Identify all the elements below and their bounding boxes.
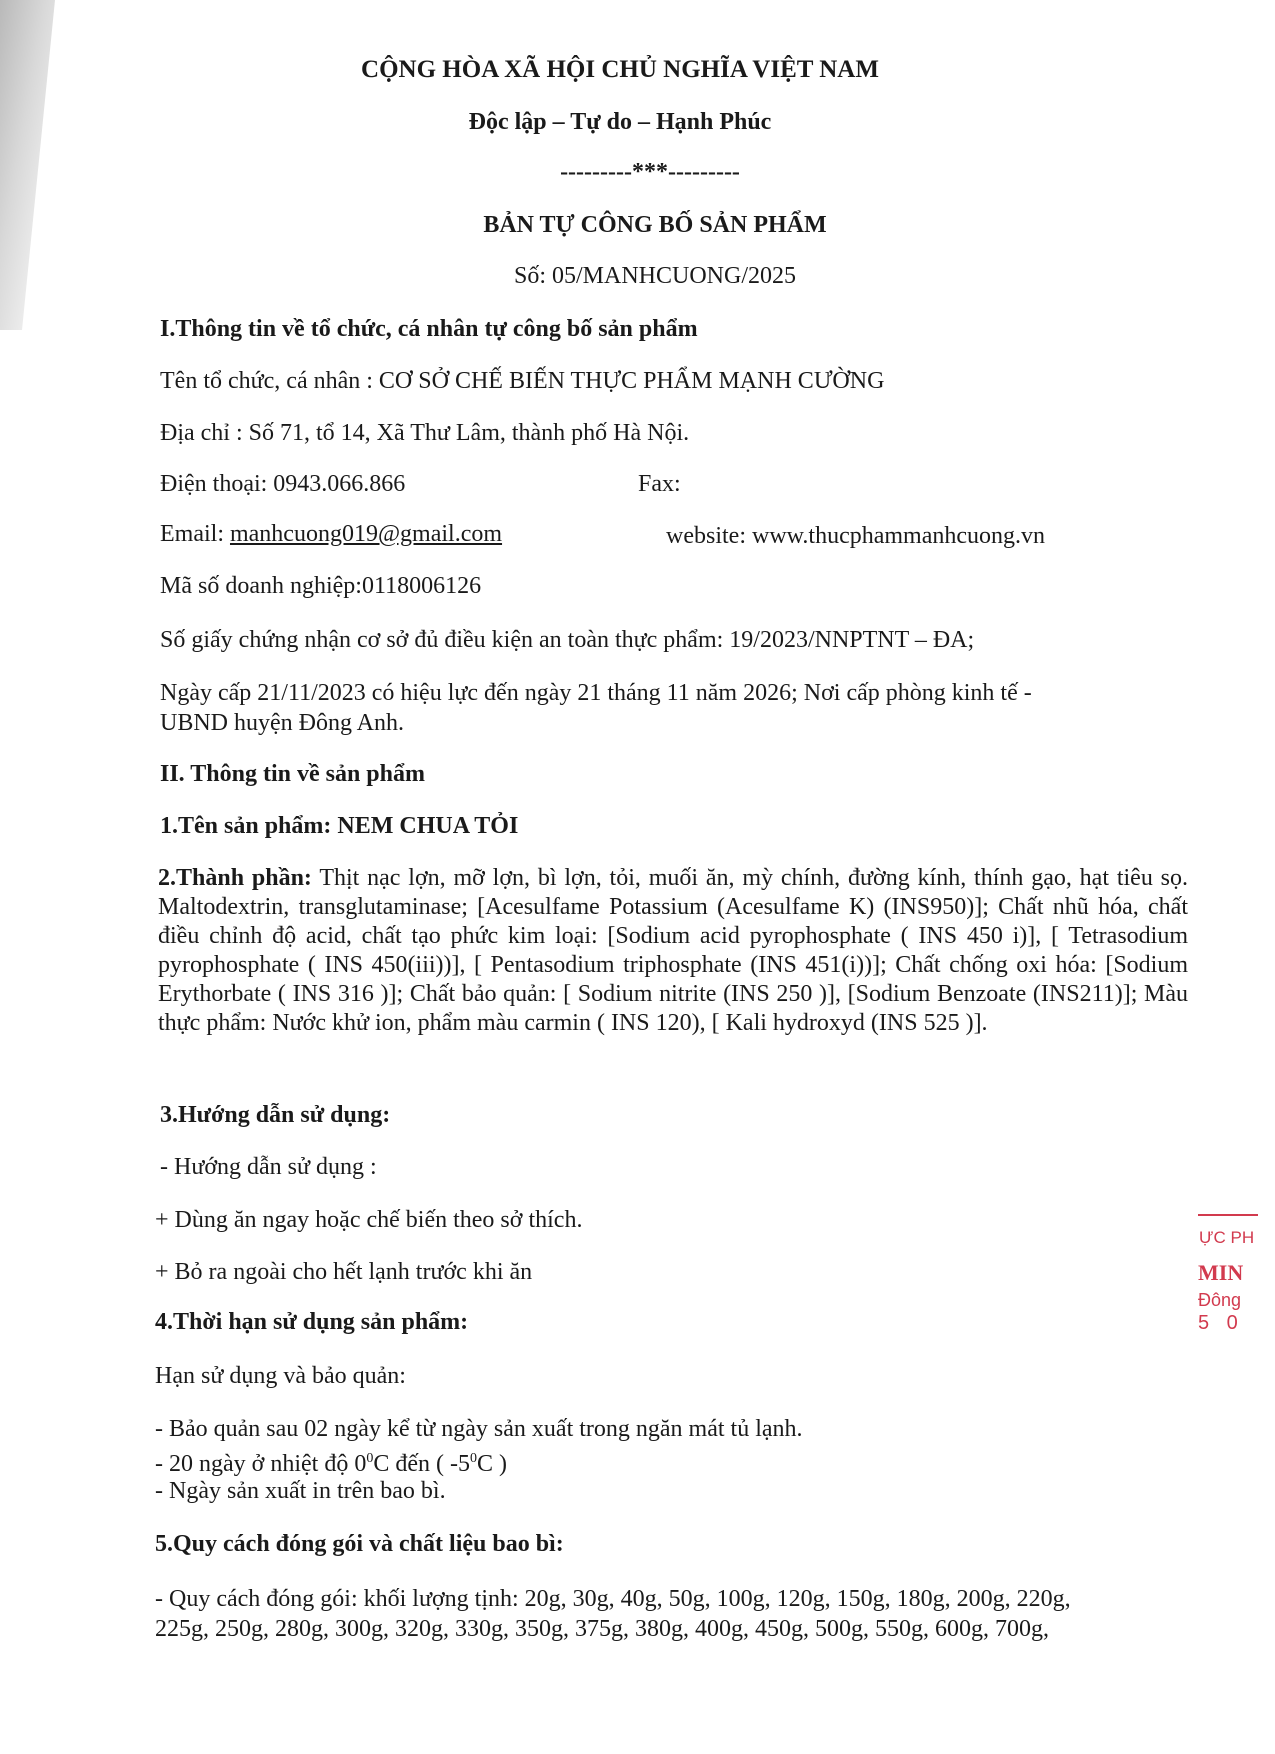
packaging-line: 225g, 250g, 280g, 300g, 320g, 330g, 350g, 375g, 380g, 400g, 450g, 500g, 550g, 600g, 700g, bbox=[155, 1616, 1049, 1642]
motto: Độc lập – Tự do – Hạnh Phúc bbox=[468, 109, 772, 135]
shelf-temp-text: C đến ( -5 bbox=[373, 1451, 470, 1477]
certificate-issue-line2: UBND huyện Đông Anh. bbox=[160, 710, 404, 736]
org-fax: Fax: bbox=[638, 471, 681, 497]
shelf-life-item: - Ngày sản xuất in trên bao bì. bbox=[155, 1478, 446, 1504]
section1-heading: I.Thông tin về tổ chức, cá nhân tự công bố sản phẩm bbox=[160, 316, 698, 342]
certificate-issue-line1: Ngày cấp 21/11/2023 có hiệu lực đến ngày 21 tháng 11 năm 2026; Nơi cấp phòng kinh tế - bbox=[160, 680, 1032, 706]
document-title: BẢN TỰ CÔNG BỐ SẢN PHẨM bbox=[483, 212, 827, 238]
business-code: Mã số doanh nghiệp:0118006126 bbox=[160, 573, 482, 599]
stamp-text: MIN bbox=[1198, 1260, 1244, 1285]
usage-item: + Dùng ăn ngay hoặc chế biến theo sở thích. bbox=[155, 1207, 583, 1233]
org-phone: Điện thoại: 0943.066.866 bbox=[160, 471, 406, 497]
ingredients-label: 2.Thành phần: bbox=[158, 865, 312, 891]
ingredients-text: Thịt nạc lợn, mỡ lợn, bì lợn, tỏi, muối ăn, mỳ chính, đường kính, thính gạo, hạt tiêu sọ. Maltodextrin, transglutaminase; [Acesulfame Potassium (Acesulfame K) (INS950)]; Chất nhũ hóa, chất điều chỉnh độ acid, chất tạo phức kim loại: [Sodium acid pyrophosphate ( INS 450 i)], [ Tetrasodium pyrophosphate ( INS 450(iii))], [ Pentasodium triphosphate (INS 451(i))]; Chất chống oxi hóa: [Sodium Erythorbate ( INS 316 )]; Chất bảo quản: [ Sodium nitrite (INS 250 )], [Sodium Benzoate (INS211)]; Màu thực phẩm: Nước khử ion, phẩm màu carmin ( INS 120), [ Kali hydroxyd (INS 525 )]. bbox=[158, 865, 1188, 1036]
email-link[interactable]: manhcuong019@gmail.com bbox=[229, 521, 503, 547]
shelf-temp-text: C ) bbox=[476, 1451, 507, 1477]
stamp-border bbox=[1198, 1214, 1258, 1216]
stamp-text: ỰC PH bbox=[1199, 1228, 1255, 1247]
divider: ---------***--------- bbox=[560, 159, 740, 185]
document-number: Số: 05/MANHCUONG/2025 bbox=[513, 263, 797, 289]
degree-superscript: 0 bbox=[469, 1451, 477, 1466]
usage-heading: 3.Hướng dẫn sử dụng: bbox=[160, 1102, 391, 1128]
degree-superscript: 0 bbox=[366, 1451, 374, 1466]
org-website: website: www.thucphammanhcuong.vn bbox=[666, 523, 1046, 549]
org-email bbox=[160, 520, 502, 548]
nation-heading: CỘNG HÒA XÃ HỘI CHỦ NGHĨA VIỆT NAM bbox=[361, 56, 879, 83]
shelf-life-item bbox=[155, 1445, 507, 1478]
certificate-number: Số giấy chứng nhận cơ sở đủ điều kiện an toàn thực phẩm: 19/2023/NNPTNT – ĐA; bbox=[160, 627, 975, 653]
shelf-temp-text: - 20 ngày ở nhiệt độ 0 bbox=[155, 1451, 367, 1477]
section2-heading: II. Thông tin về sản phẩm bbox=[160, 761, 425, 787]
usage-subheading: - Hướng dẫn sử dụng : bbox=[160, 1154, 377, 1180]
shelf-life-subheading: Hạn sử dụng và bảo quản: bbox=[155, 1363, 406, 1389]
email-label: Email: bbox=[160, 521, 230, 547]
product-name: 1.Tên sản phẩm: NEM CHUA TỎI bbox=[160, 813, 519, 839]
usage-item: + Bỏ ra ngoài cho hết lạnh trước khi ăn bbox=[155, 1259, 533, 1285]
shelf-life-item: - Bảo quản sau 02 ngày kể từ ngày sản xuất trong ngăn mát tủ lạnh. bbox=[155, 1416, 803, 1442]
stamp-text: 5 0 bbox=[1198, 1312, 1244, 1334]
ingredients-paragraph bbox=[158, 864, 1188, 1038]
org-address: Địa chỉ : Số 71, tổ 14, Xã Thư Lâm, thành phố Hà Nội. bbox=[160, 420, 690, 446]
packaging-heading: 5.Quy cách đóng gói và chất liệu bao bì: bbox=[155, 1531, 564, 1557]
shelf-life-heading: 4.Thời hạn sử dụng sản phẩm: bbox=[155, 1309, 469, 1335]
stamp-text: Đông bbox=[1198, 1290, 1242, 1310]
packaging-line: - Quy cách đóng gói: khối lượng tịnh: 20g, 30g, 40g, 50g, 100g, 120g, 150g, 180g, 200g, 220g, bbox=[155, 1586, 1071, 1612]
red-seal-stamp bbox=[1194, 1208, 1255, 1334]
org-name: Tên tổ chức, cá nhân : CƠ SỞ CHẾ BIẾN THỰC PHẨM MẠNH CƯỜNG bbox=[160, 368, 885, 394]
